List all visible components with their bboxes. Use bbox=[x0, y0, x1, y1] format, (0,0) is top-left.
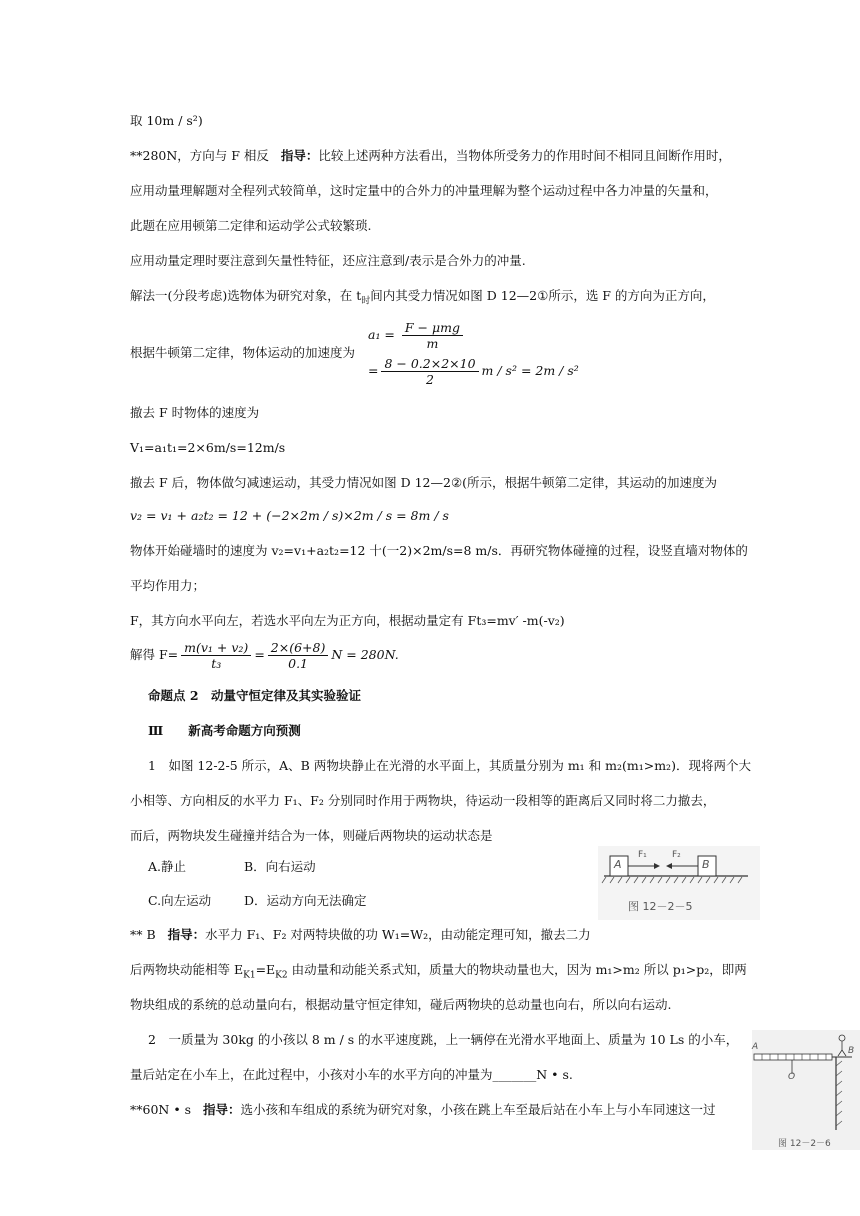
text-line: 撤去 F 时物体的速度为 bbox=[130, 405, 260, 420]
denominator: 0.1 bbox=[288, 656, 309, 671]
text-line: 应用动量定理时要注意到矢量性特征，还应注意到/表示是合外力的冲量. bbox=[130, 253, 526, 268]
option-row bbox=[148, 892, 367, 910]
option-row bbox=[148, 858, 316, 876]
text-line: 量后站定在小车上，在此过程中，小孩对小车的水平方向的冲量为_______N • s. bbox=[130, 1067, 573, 1082]
text-line: 物块组成的系统的总动量向右，根据动量守恒定律知，碰后两物块的总动量也向右，所以向右运动. bbox=[130, 997, 672, 1012]
figure-12-2-5 bbox=[598, 846, 760, 920]
subscript: K1 bbox=[243, 970, 256, 981]
answer-line bbox=[130, 147, 731, 165]
denominator: 2 bbox=[426, 372, 434, 387]
block-b-label: B bbox=[702, 858, 710, 871]
guide-text: 选小孩和车组成的系统为研究对象，小孩在跳上车至最后站在小车上与小车同速这一过 bbox=[240, 1102, 716, 1117]
text-line bbox=[130, 287, 715, 311]
fraction bbox=[402, 320, 463, 351]
text-line: 物体开始碰墙时的速度为 v₂=v₁+a₂t₂=12 十(一2)×2m/s=8 m/s．再研究物体碰撞的过程，设竖直墙对物体的 bbox=[130, 543, 748, 558]
figure-caption: 图 12－2－6 bbox=[778, 1139, 831, 1149]
text-segment: 解法一(分段考虑)选物体为研究对象，在 t bbox=[130, 288, 362, 303]
text-segment: 后两物块动能相等 E bbox=[130, 962, 244, 977]
numerator: F − μmg bbox=[402, 320, 463, 336]
denominator: m bbox=[426, 336, 439, 351]
equation-F bbox=[130, 640, 399, 671]
equation-a1-value: = $\frac{8 - 0.2\times 2\times 10}{2}$ m / s² = 2m / s² bbox=[368, 356, 579, 387]
answer-key: ** B bbox=[130, 927, 156, 942]
eq-tail: m / s² = 2m / s² bbox=[481, 363, 579, 378]
text-segment: 由动量和动能关系式知，质量大的物块动量也大，因为 m₁>m₂ 所以 p₁>p₂，即两 bbox=[287, 962, 747, 977]
text-line: 此题在应用顿第二定律和运动学公式较繁琐. bbox=[130, 218, 372, 233]
block-a-label: A bbox=[614, 858, 622, 871]
text-line bbox=[130, 961, 747, 985]
equals: = bbox=[254, 647, 265, 662]
point-a-label: A bbox=[752, 1042, 759, 1052]
point-b-label: B bbox=[848, 1046, 855, 1056]
numerator: 2×(6+8) bbox=[268, 640, 329, 656]
answer-key: **60N • s bbox=[130, 1102, 192, 1117]
text-line: 小相等、方向相反的水平力 F₁、F₂ 分别同时作用于两物块，待运动一段相等的距离后又同时将二力撤去， bbox=[130, 793, 716, 808]
fraction bbox=[181, 640, 251, 671]
question-1: 1 如图 12-2-5 所示，A、B 两物块静止在光滑的水平面上，其质量分别为 m₁ 和 m₂(m₁>m₂)．现将两个大 bbox=[148, 758, 751, 773]
text-line: 取 10m / s²) bbox=[130, 113, 203, 128]
guide-label: 指导： bbox=[167, 927, 206, 942]
equation-a1 bbox=[368, 320, 466, 351]
answer-line bbox=[130, 926, 591, 944]
text-line: V₁=a₁t₁=2×6m/s=12m/s bbox=[130, 440, 286, 455]
subscript: K2 bbox=[275, 970, 288, 981]
numerator: 8 − 0.2×2×10 bbox=[381, 356, 478, 372]
force-f2-label: F₂ bbox=[672, 850, 681, 860]
numerator: m(v₁ + v₂) bbox=[181, 640, 251, 656]
figure-12-2-6-drawing bbox=[752, 1030, 860, 1150]
guide-text: 比较上述两种方法看出，当物体所受务力的作用时间不相同且间断作用时， bbox=[318, 148, 731, 163]
guide-text: 水平力 F₁、F₂ 对两特块做的功 W₁=W₂，由动能定理可知，撤去二力 bbox=[205, 927, 591, 942]
subscript: 时 bbox=[361, 296, 371, 307]
section-heading: 命题点 2 动量守恒定律及其实验验证 bbox=[148, 688, 362, 703]
option-c: C.向左运动 bbox=[148, 893, 212, 908]
text-line: 撤去 F 后，物体做匀减速运动，其受力情况如图 D 12—2②(所示，根据牛顿第二定律，其运动的加速度为 bbox=[130, 475, 718, 490]
question-2: 2 一质量为 30kg 的小孩以 8 m / s 的水平速度跳，上一辆停在光滑水平地面上、质量为 10 Ls 的小车， bbox=[148, 1032, 739, 1047]
option-a: A.静止 bbox=[148, 859, 187, 874]
eq-tail: N = 280N. bbox=[331, 647, 399, 662]
text-line: 平均作用力； bbox=[130, 578, 206, 593]
option-b: B．向右运动 bbox=[244, 859, 316, 874]
force-f1-label: F₁ bbox=[638, 850, 647, 860]
figure-12-2-6 bbox=[752, 1030, 860, 1150]
text-line: 根据牛顿第二定律，物体运动的加速度为 bbox=[130, 345, 356, 360]
text-line: 应用动量理解题对全程列式较简单，这时定量中的合外力的冲量理解为整个运动过程中各力冲量的矢量和， bbox=[130, 183, 718, 198]
answer-key: **280N，方向与 F 相反 bbox=[130, 148, 269, 163]
guide-label: 指导： bbox=[280, 148, 319, 163]
answer-line bbox=[130, 1101, 716, 1119]
point-o-label: O bbox=[788, 1072, 796, 1082]
option-d: D．运动方向无法确定 bbox=[244, 893, 367, 908]
text-line: 而后，两物块发生碰撞并结合为一体，则碰后两物块的运动状态是 bbox=[130, 828, 493, 843]
figure-caption: 图 12－2－5 bbox=[628, 900, 693, 913]
eq-lhs: a₁ = bbox=[368, 327, 395, 342]
text-segment: =E bbox=[255, 962, 276, 977]
fraction bbox=[381, 356, 478, 387]
text-line: F，其方向水平向左，若选水平向左为正方向，根据动量定有 Ft₃=mv′ -m(-v₂) bbox=[130, 613, 565, 628]
text-segment: 解得 F= bbox=[130, 647, 179, 662]
equation-v2: v₂ = v₁ + a₂t₂ = 12 + (−2×2m / s)×2m / s = 8m / s bbox=[130, 508, 449, 523]
subsection-heading: Ⅲ 新高考命题方向预测 bbox=[148, 723, 301, 738]
denominator: t₃ bbox=[211, 656, 222, 671]
fraction bbox=[268, 640, 329, 671]
guide-label: 指导： bbox=[203, 1102, 241, 1117]
text-segment: 间内其受力情况如图 D 12—2①所示，选 F 的方向为正方向， bbox=[370, 288, 715, 303]
